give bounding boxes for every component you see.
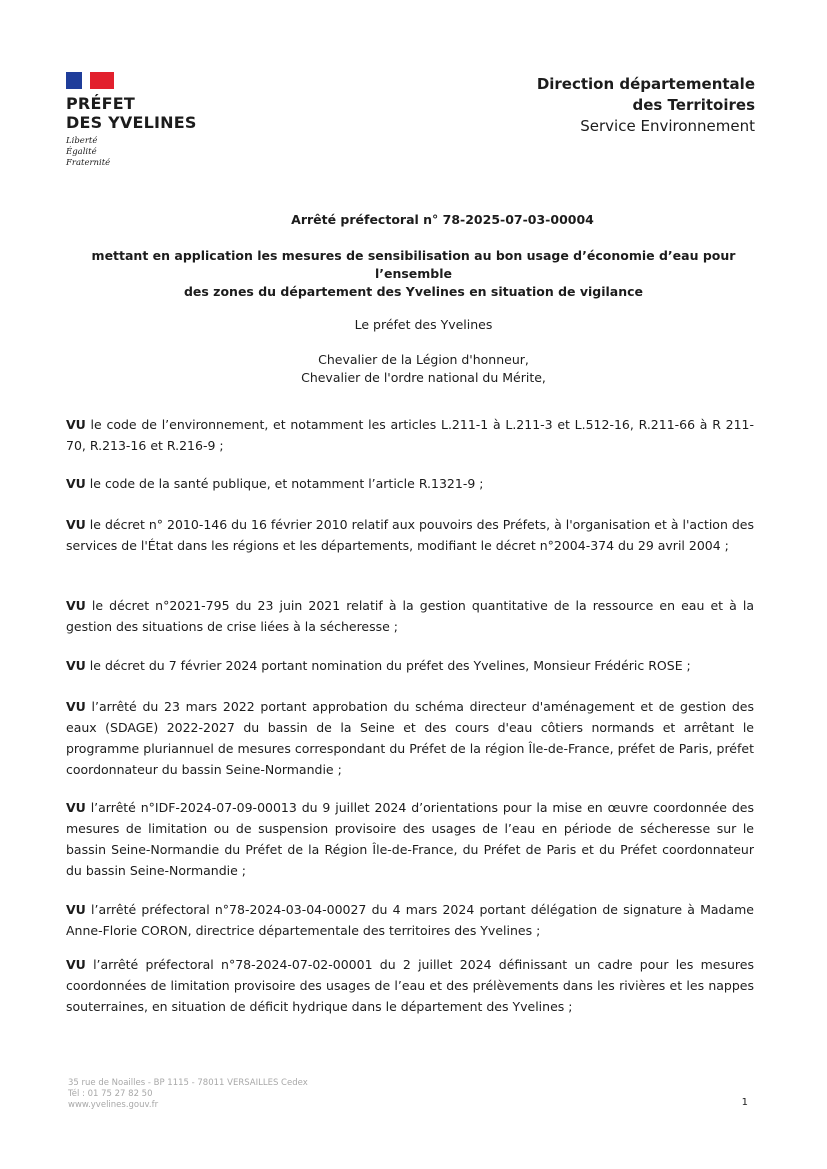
motto-line: Liberté (66, 136, 98, 146)
vu-paragraph (66, 797, 754, 881)
vu-paragraph (66, 696, 754, 780)
footer-line: Tél : 01 75 27 82 50 (68, 1089, 153, 1099)
vu-text: le décret n°2021-795 du 23 juin 2021 relatif à la gestion quantitative de la ressource en eau et à la gestion des situations de crise liées à la sécheresse ; (66, 598, 754, 634)
vu-label: VU (66, 902, 86, 917)
vu-text: le code de l’environnement, et notamment les articles L.211-1 à L.211-3 et L.512-16, R.211-66 à R 211-70, R.213-16 et R.216-9 ; (66, 417, 754, 453)
page-number: 1 (741, 1097, 748, 1108)
honours (0, 351, 827, 387)
vu-paragraph (66, 595, 754, 637)
prefect-name: Le préfet des Yvelines (354, 317, 493, 332)
logo-line: DES YVELINES (66, 113, 197, 132)
document-subtitle (60, 247, 767, 301)
document-title: Arrêté préfectoral n° 78-2025-07-03-00004 (291, 212, 594, 227)
logo-line: PRÉFET (66, 94, 135, 113)
vu-label: VU (66, 598, 86, 613)
prefecture-logo (66, 72, 197, 169)
vu-paragraph (66, 655, 754, 676)
vu-text: l’arrêté n°IDF-2024-07-09-00013 du 9 juillet 2024 d’orientations pour la mise en œuvre coordonnée des mesures de limitation ou de suspension provisoire des usages de l’eau en période de sécheresse sur le bassin Seine-Normandie du Préfet de la Région Île-de-France, du Préfet de Paris et du Préfet coordonnateur du bassin Seine-Normandie ; (66, 800, 754, 878)
vu-label: VU (66, 957, 86, 972)
vu-text: l’arrêté du 23 mars 2022 portant approbation du schéma directeur d'aménagement et de gestion des eaux (SDAGE) 2022-2027 du bassin de la Seine et des cours d'eau côtiers normands et arrêtant le programme pluriannuel de mesures correspondant du Préfet de la région Île-de-France, préfet de Paris, préfet coordonnateur du bassin Seine-Normandie ; (66, 699, 754, 777)
vu-text: l’arrêté préfectoral n°78-2024-03-04-00027 du 4 mars 2024 portant délégation de signature à Madame Anne-Florie CORON, directrice départementale des territoires des Yvelines ; (66, 902, 754, 938)
vu-text: le décret n° 2010-146 du 16 février 2010 relatif aux pouvoirs des Préfets, à l'organisation et à l'action des services de l'État dans les régions et les départements, modifiant le décret n°2004-374 du 29 avril 2004 ; (66, 517, 754, 553)
vu-text: le code de la santé publique, et notamment l’article R.1321-9 ; (85, 476, 484, 491)
honour-line: Chevalier de l'ordre national du Mérite, (301, 370, 546, 385)
service-line: des Territoires (632, 96, 755, 114)
vu-label: VU (66, 699, 86, 714)
vu-paragraph (66, 954, 754, 1017)
motto-line: Fraternité (66, 158, 111, 168)
marianne-flag-icon (66, 72, 114, 89)
vu-label: VU (66, 476, 86, 491)
vu-paragraph (66, 473, 754, 494)
subtitle-line: des zones du département des Yvelines en situation de vigilance (183, 284, 644, 299)
vu-label: VU (66, 658, 86, 673)
honour-line: Chevalier de la Légion d'honneur, (318, 352, 529, 367)
service-line: Direction départementale (536, 75, 755, 93)
motto (66, 136, 197, 169)
vu-paragraph (66, 414, 754, 456)
service-header (537, 74, 755, 137)
subtitle-line: mettant en application les mesures de sensibilisation au bon usage d’économie d’eau pour l’ensemble (91, 248, 736, 281)
footer-address (68, 1078, 308, 1111)
vu-paragraph (66, 514, 754, 556)
vu-label: VU (66, 417, 86, 432)
vu-text: le décret du 7 février 2024 portant nomination du préfet des Yvelines, Monsieur Frédéric ROSE ; (85, 658, 691, 673)
vu-paragraph (66, 899, 754, 941)
vu-text: l’arrêté préfectoral n°78-2024-07-02-00001 du 2 juillet 2024 définissant un cadre pour les mesures coordonnées de limitation provisoire des usages de l’eau et des prélèvements dans les rivières et les nappes souterraines, en situation de déficit hydrique dans le département des Yvelines ; (66, 957, 754, 1014)
motto-line: Égalité (66, 147, 97, 157)
footer-line: 35 rue de Noailles - BP 1115 - 78011 VERSAILLES Cedex (68, 1078, 308, 1088)
vu-label: VU (66, 800, 86, 815)
footer-link[interactable]: www.yvelines.gouv.fr (68, 1100, 159, 1110)
vu-label: VU (66, 517, 86, 532)
service-line: Service Environnement (580, 117, 755, 135)
